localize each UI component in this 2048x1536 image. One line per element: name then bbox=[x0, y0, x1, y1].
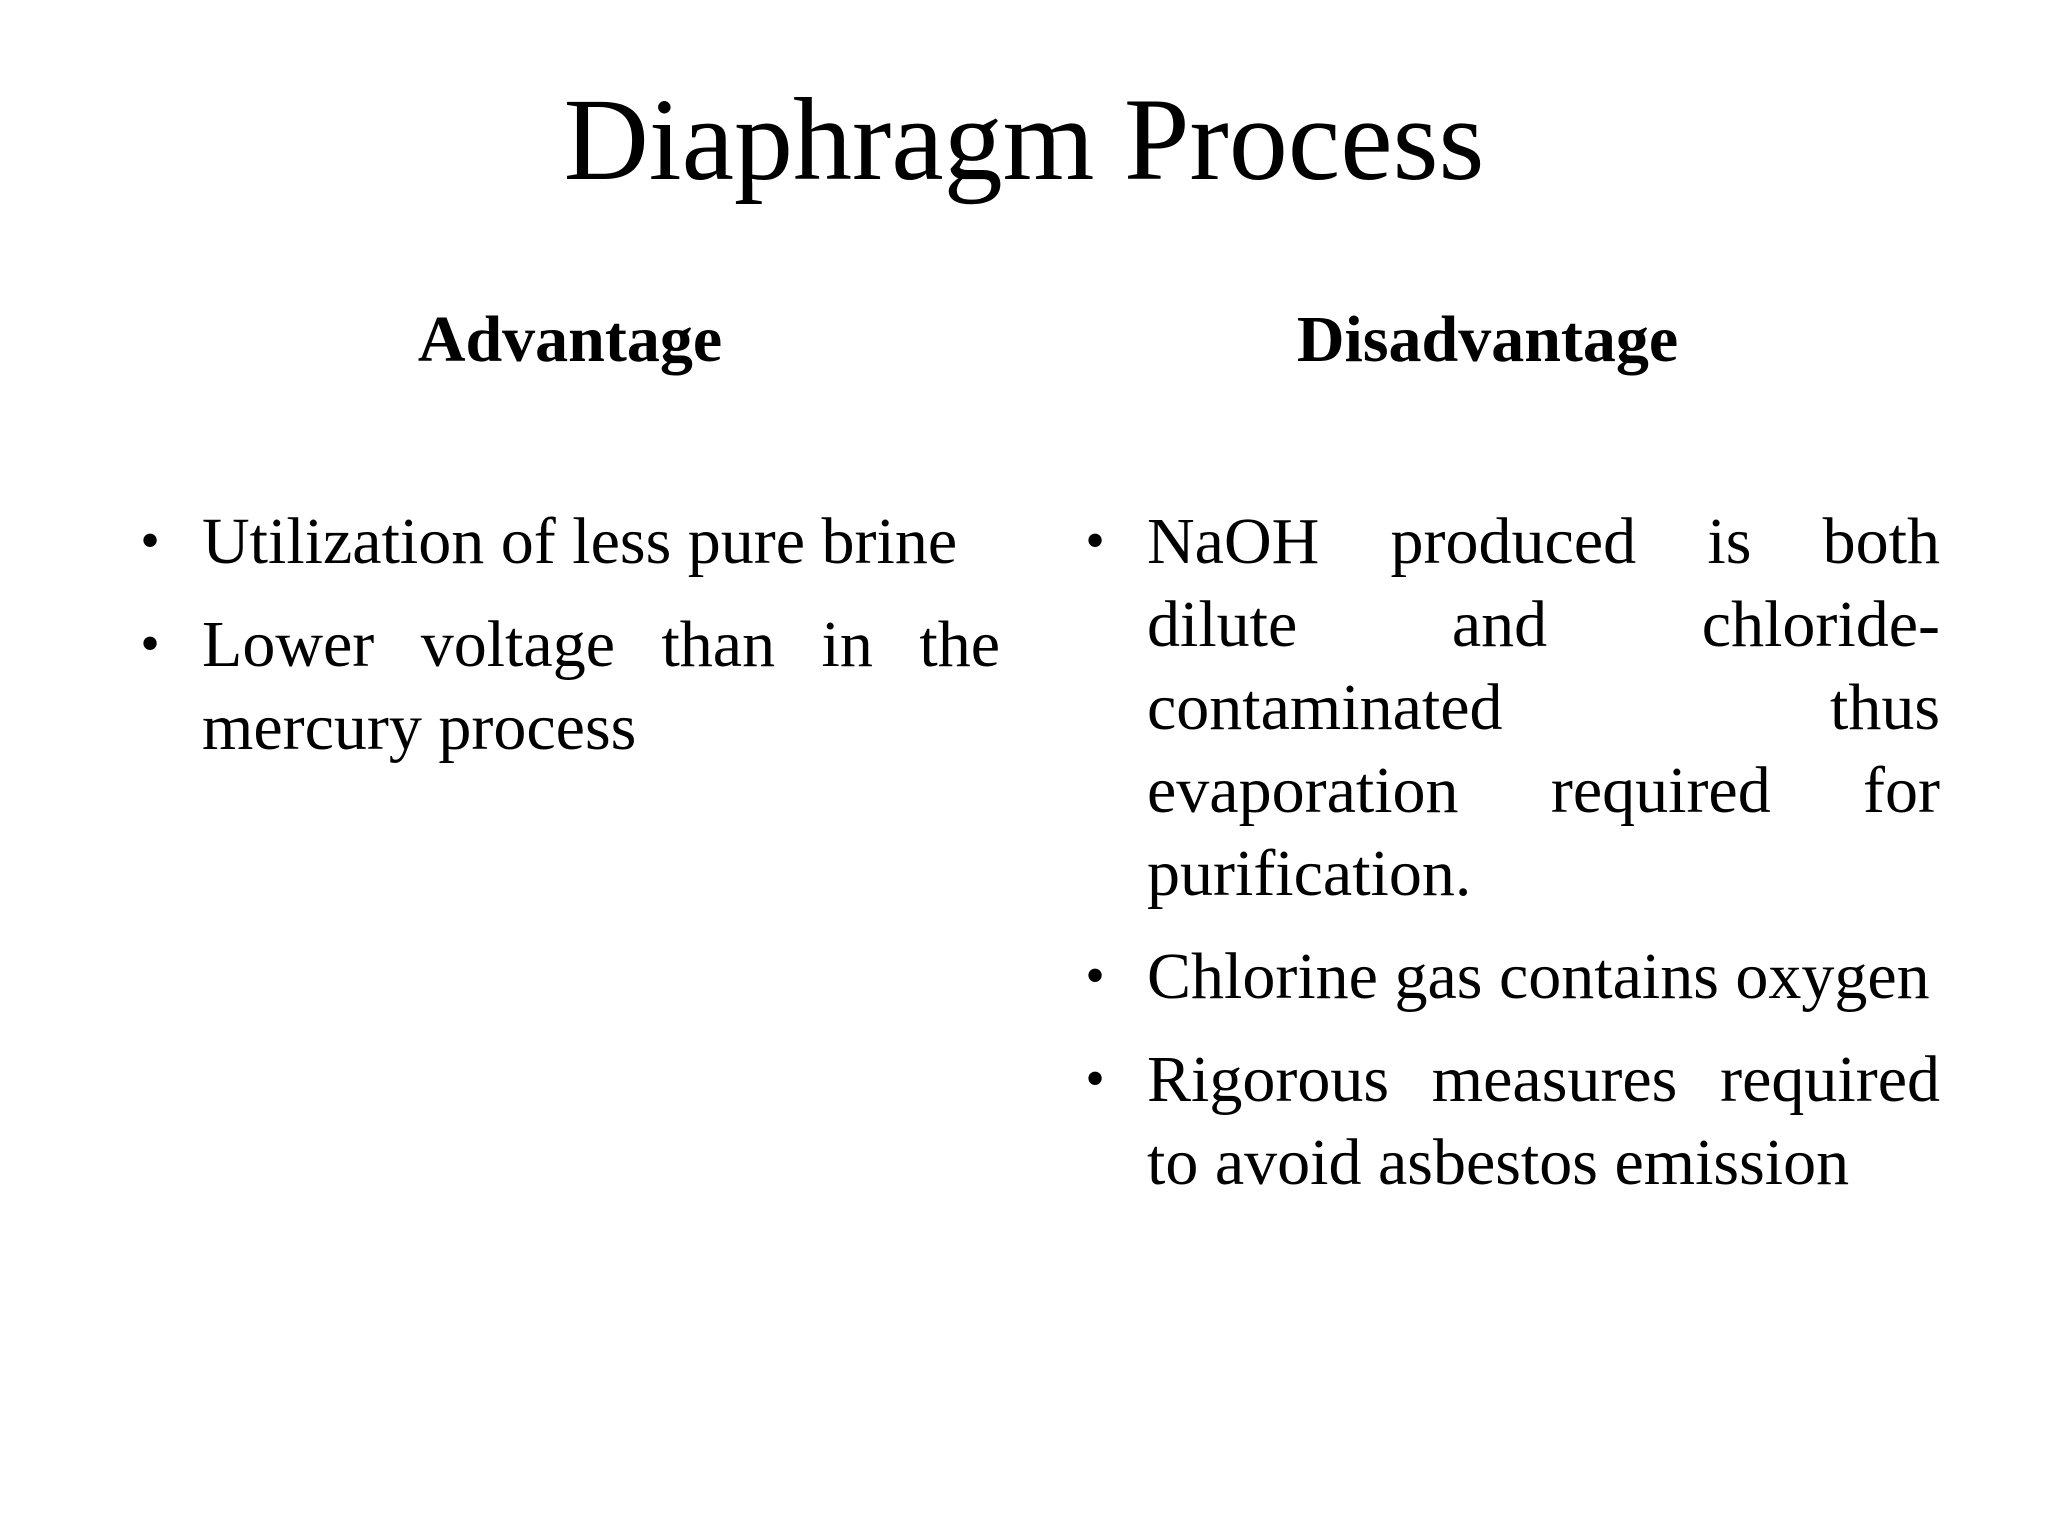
advantage-item-text: Lower voltage than in the mercury process bbox=[202, 608, 1000, 764]
disadvantage-item-text: Chlorine gas contains oxygen bbox=[1147, 940, 1930, 1013]
bullet-icon: • bbox=[1085, 945, 1105, 1007]
advantage-column bbox=[120, 300, 1000, 764]
list-item bbox=[120, 500, 1000, 583]
disadvantage-item-text: Rigorous measures required to avoid asbestos emission bbox=[1147, 1043, 1940, 1199]
bullet-icon: • bbox=[140, 510, 160, 572]
advantage-heading: Advantage bbox=[417, 303, 723, 376]
list-item bbox=[1065, 1038, 1940, 1204]
bullet-icon: • bbox=[140, 613, 160, 675]
disadvantage-column bbox=[1065, 300, 1940, 1199]
advantage-item-text: Utilization of less pure brine bbox=[202, 505, 958, 578]
list-item bbox=[120, 603, 1000, 769]
list-item bbox=[1065, 500, 1940, 915]
disadvantage-item-text: NaOH produced is both dilute and chloride-contaminated thus evaporation required for purification. bbox=[1147, 505, 1940, 910]
disadvantage-heading: Disadvantage bbox=[1296, 303, 1679, 376]
list-item bbox=[1065, 935, 1940, 1018]
slide-title: Diaphragm Process bbox=[563, 74, 1485, 205]
bullet-icon: • bbox=[1085, 1048, 1105, 1110]
bullet-icon: • bbox=[1085, 510, 1105, 572]
advantage-list bbox=[120, 500, 1000, 789]
disadvantage-list bbox=[1065, 500, 1940, 1224]
